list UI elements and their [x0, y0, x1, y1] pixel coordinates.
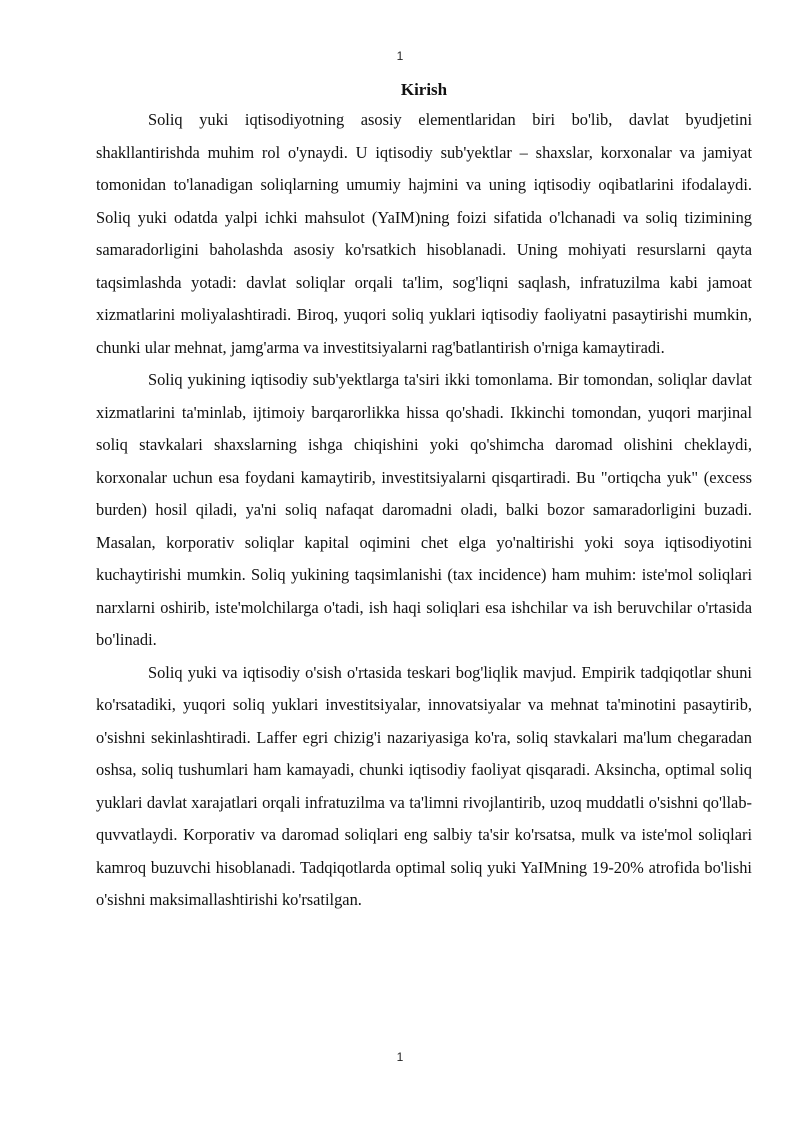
- paragraph-1: Soliq yuki iqtisodiyotning asosiy elementlaridan biri bo'lib, davlat byudjetini shakllantirishda muhim rol o'ynaydi. U iqtisodiy sub'yektlar – shaxslar, korxonalar va jamiyat tomonidan to'lanadigan soliqlarning umumiy hajmini va uning iqtisodiy oqibatlarini ifodalaydi. Soliq yuki odatda yalpi ichki mahsulot (YaIM)ning foizi sifatida o'lchanadi va soliq tizimining samaradorligini baholashda asosiy ko'rsatkich hisoblanadi. Uning mohiyati resurslarni qayta taqsimlashda yotadi: davlat soliqlar orqali ta'lim, sog'liqni saqlash, infratuzilma kabi jamoat xizmatlarini moliyalashtiradi. Biroq, yuqori soliq yuklari iqtisodiy faoliyatni pasaytirishi mumkin, chunki ular mehnat, jamg'arma va investitsiyalarni rag'batlantirish o'rniga kamaytiradi.: [96, 110, 752, 357]
- header-page-number: 1: [396, 49, 404, 63]
- document-body: [96, 76, 752, 917]
- paragraph-3: Soliq yuki va iqtisodiy o'sish o'rtasida teskari bog'liqlik mavjud. Empirik tadqiqotlar shuni ko'rsatadiki, yuqori soliq yuklari investitsiyalar, innovatsiyalar va mehnat ta'minotini pasaytirib, o'sishni sekinlashtiradi. Laffer egri chizig'i nazariyasiga ko'ra, soliq stavkalari ma'lum chegaradan oshsa, soliq tushumlari ham kamayadi, chunki iqtisodiy faoliyat qisqaradi. Aksincha, optimal soliq yuklari davlat xarajatlari orqali infratuzilma va ta'limni rivojlantirib, uzoq muddatli o'sishni qo'llab-quvvatlaydi. Korporativ va daromad soliqlari eng salbiy ta'sir ko'rsatsa, mulk va iste'mol soliqlari kamroq buzuvchi hisoblanadi. Tadqiqotlarda optimal soliq yuki YaIMning 19-20% atrofida bo'lishi o'sishni maksimallashtirishi ko'rsatilgan.: [96, 662, 752, 909]
- document-title: Kirish: [400, 80, 448, 99]
- paragraph-2: Soliq yukining iqtisodiy sub'yektlarga ta'siri ikki tomonlama. Bir tomondan, soliqlar davlat xizmatlarini ta'minlab, ijtimoiy barqarorlikka hissa qo'shadi. Ikkinchi tomondan, yuqori marjinal soliq stavkalari shaxslarning ishga chiqishini yoki qo'shimcha daromad olishini cheklaydi, korxonalar uchun esa foydani kamaytirib, investitsiyalarni qisqartiradi. Bu "ortiqcha yuk" (excess burden) hosil qiladi, ya'ni soliq nafaqat daromadni oladi, balki bozor samaradorligini buzadi. Masalan, korporativ soliqlar kapital oqimini chet elga yo'naltirishi yoki soya iqtisodiyotini kuchaytirishi mumkin. Soliq yukining taqsimlanishi (tax incidence) ham muhim: iste'mol soliqlari narxlarni oshirib, iste'molchilarga o'tadi, ish haqi soliqlari esa ishchilar va ish beruvchilar o'rtasida bo'linadi.: [96, 370, 752, 649]
- footer-page-number: 1: [396, 1050, 404, 1064]
